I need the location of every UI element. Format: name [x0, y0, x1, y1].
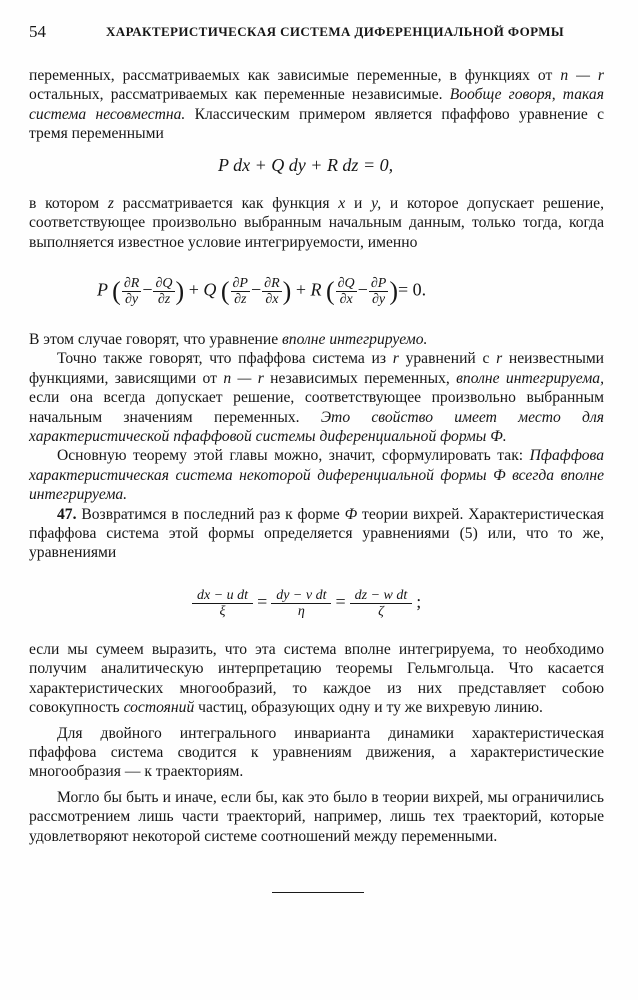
text-block-4	[29, 640, 604, 846]
paragraph-8: Для двойного интегрального инварианта динамики характеристическая пфаффова система сводится к уравнениям движения, а характеристические многообразия — к траекториям.	[29, 724, 604, 781]
eq2-paren-open-1: (	[112, 276, 121, 306]
p1-text-b: остальных, рассматриваемых как переменные независимые.	[29, 86, 443, 104]
p2-x: x	[338, 195, 346, 212]
p2-text-d: и которое допускает решение, соответствующее произвольно выбранным начальным данным, только тогда, когда выполняется известное условие интегрируемости, именно	[29, 195, 604, 251]
p4-text-a: Точно также говорят, что пфаффова система из	[57, 350, 387, 368]
eq2-frac-5: $\frac{\partial Q}{\partial x}$	[337, 276, 355, 307]
equation-integrability: P ( $\frac{\partial R}{\partial y}$ − $\frac{\partial Q}{\partial z}$ ) + Q ( $\frac{\partial P}{\partial z}$ − $\frac{\partial R}{\partial x}$ ) + R ( $\frac{\partial Q}{\partial x}$ − $\frac{\partial P}{\partial y}$ )= 0.	[97, 276, 427, 307]
p2-text-c: и	[354, 195, 363, 212]
running-header	[29, 22, 609, 46]
eq2-frac-3: $\frac{\partial P}{\partial z}$	[232, 276, 248, 307]
eq2-Q: Q	[203, 279, 217, 300]
p1-text-c: Классическим примером является пфаффово уравнение с тремя переменными	[29, 105, 604, 143]
paragraph-2	[29, 194, 604, 252]
page-number: 54	[29, 22, 46, 41]
paragraph-9: Могло бы быть и иначе, если бы, как это было в теории вихрей, мы ограничились рассмотрением лишь части траекторий, например, лишь тех траекторий, которые удовлетворяют некоторой системе соотношений между переменными.	[29, 788, 604, 845]
eq2-frac-2: $\frac{\partial Q}{\partial z}$	[155, 276, 173, 307]
eq3-frac-1: $\frac{\text{dx − u dt}}{\xi}$	[192, 588, 253, 619]
p4-italic-2: Это свойство имеет место для характеристической пфаффовой системы диференциальной формы Ф.	[29, 408, 604, 446]
end-rule	[272, 892, 364, 893]
p2-text-a: в котором	[29, 195, 100, 212]
paragraph-4: Точно также говорят, что пфаффова система из r уравнений с r неизвестными функциями, зависящими от n — r независимых переменных, вполне интегрируема, если она всегда допускает решение, соответствующее произвольно выбранным начальным значениям переменных. Это свойство имеет место для характеристической пфаффовой системы диференциальной формы Ф.	[29, 350, 605, 446]
section-number-47: 47.	[57, 505, 77, 523]
paragraph-7: если мы сумеем выразить, что эта система вполне интегрируема, то необходимо получим аналитическую интерпретацию теоремы Гельмгольца. Что касается характеристических многообразий, то каждое из них представляет собою совокупность состояний частиц, образующих одну и ту же вихревую линию.	[29, 641, 604, 717]
paragraph-5: Основную теорему этой главы можно, значит, сформулировать так: Пфаффова характеристическая система некоторой диференциальной формы Ф всегда вполне интегрируема.	[29, 447, 604, 504]
p2-z: z	[107, 195, 114, 212]
text-block-2	[29, 194, 604, 252]
equation-pfaff-text: P dx + Q dy + R dz = 0,	[218, 155, 394, 175]
eq2-frac-6: $\frac{\partial P}{\partial y}$	[370, 276, 387, 307]
running-title: ХАРАКТЕРИСТИЧЕСКАЯ СИСТЕМА ДИФЕРЕНЦИАЛЬНОЙ ФОРМЫ	[106, 24, 565, 39]
paragraph-1	[29, 66, 604, 144]
eq2-P: P	[97, 279, 108, 300]
text-block-1	[29, 66, 604, 144]
equation-characteristic-system: $\frac{\text{dx − u dt}}{\xi}$ = $\frac{\text{dy − v dt}}{\eta}$ = $\frac{\text{dz − w dt}}{\zeta}$ ;	[188, 588, 421, 619]
p2-text-b: рассматривается как функция	[122, 195, 330, 212]
p5-theorem-italic: Пфаффова характеристическая система некоторой диференциальной формы Ф всегда вполне интегрируема.	[29, 447, 604, 504]
paragraph-3	[29, 330, 604, 349]
p2-y: y,	[371, 195, 382, 212]
eq2-R: R	[310, 279, 322, 300]
eq3-frac-2: $\frac{\text{dy − v dt}}{\eta}$	[271, 588, 331, 619]
eq2-frac-1: $\frac{\partial R}{\partial y}$	[123, 276, 140, 307]
text-block-3	[29, 330, 604, 563]
eq2-paren-close-1: )	[175, 276, 185, 306]
p1-n-minus-r: n — r	[560, 67, 604, 84]
eq3-frac-3: $\frac{\text{dz − w dt}}{\zeta}$	[350, 588, 413, 619]
p4-italic-1: вполне интегрируема,	[456, 369, 604, 387]
p3-text-a: В этом случае говорят, что уравнение	[29, 331, 279, 348]
p3-italic: вполне интегрируемо.	[282, 331, 428, 348]
eq2-tail: = 0.	[397, 279, 427, 300]
paragraph-6: 47. Возвратимся в последний раз к форме Ф теории вихрей. Характеристическая пфаффова система этой формы определяется уравнениями (5) или, что то же, уравнениями	[29, 505, 604, 562]
equation-pfaff	[218, 155, 393, 176]
eq2-frac-4: $\frac{\partial R}{\partial x}$	[264, 276, 280, 307]
p7-italic: состояний	[123, 699, 195, 717]
p1-text-a: переменных, рассматриваемых как зависимые переменные, в функциях от	[29, 67, 553, 84]
p1-italic: Вообще говоря, такая система несовместна.	[29, 86, 604, 123]
